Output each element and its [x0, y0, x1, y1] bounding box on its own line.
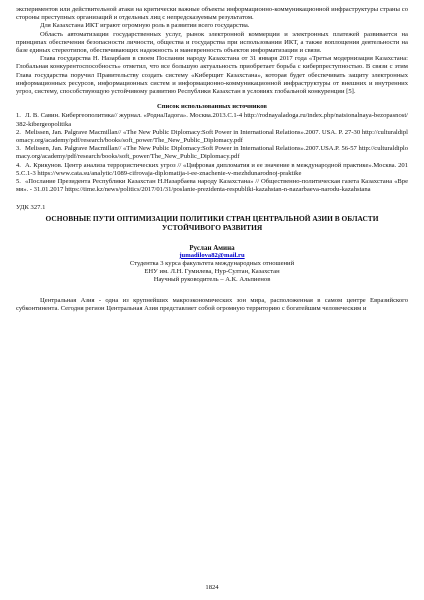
- references-title: Список использованных источников: [157, 103, 267, 111]
- reference-number: 3.: [16, 145, 21, 153]
- article-title: ОСНОВНЫЕ ПУТИ ОПТИМИЗАЦИИ ПОЛИТИКИ СТРАН ЦЕНТРАЛЬНОЙ АЗИИ В ОБЛАСТИ УСТОЙЧИВОГО РАЗВИТИЯ: [45, 213, 379, 232]
- spacer: [16, 96, 408, 101]
- reference-item: [16, 129, 408, 145]
- reference-text: Л. В. Савин. Кибергеополитика// журнал. «РоднаЛадога». Москва.2013.С.1-4 http://rodnayaladoga.ru/index.php/natsionalnaya-bezopasnost/382-kibergeopolitika: [16, 112, 408, 128]
- paragraph-automation: Область автоматизации государственных услуг, рынок электронной коммерции и электронных платежей развивается на принципах обеспечения безопасности личности, общества и государства при использовании ИКТ, а также воплощения деятельности на базе единых стереотипов, обеспечивающих надежность и маневренность объектов информатизации и связи.: [16, 30, 408, 55]
- page-number: 1824: [205, 584, 219, 591]
- reference-number: 5.: [16, 178, 21, 186]
- paragraph-continuation: экспериментов или действительной атаки на критически важные объекты информационно-коммуникационной инфраструктуры страны со стороны преступных организаций и отдельных лиц с непредсказуемым результатом.: [16, 6, 408, 22]
- author-email-line: [16, 252, 408, 260]
- reference-text: А. Крикунов. Центр анализа террористических угроз // «Цифровая дипломатия и ее значение в международной практике».Москва. 2015.С.1-3 https://www.cata.su/analytic/1089-cifrovaja-diplomatija-i-ee-znachenie-v-mezhdunarodnoj-praktike: [16, 161, 408, 177]
- paragraph-president-message: Глава государства Н. Назарбаев в своем Послании народу Казахстана от 31 января 2017 года «Третья модернизация Казахстана: Глобальная конкурентоспособность» отметил, что все большую актуальность приобретает борьба с киберпреступностью. В связи с этим Глава государства поручил Правительству создать систему «Киберщит Казахстана», которая будет обеспечивать защиту электронных информационных ресурсов, информационных систем и информационно-коммуникационной инфраструктуры от внешних и внутренних угроз, систему, способствующую устойчивому развитию Республики Казахстан в условиях глобальной конкуренции [5].: [16, 55, 408, 96]
- reference-text: Melissen, Jan. Palgrave Macmillan// «The New Public Diplomacy:Soft Power in International Relations».2007.USA.P. 56-57 http://culturaldiplomacy.org/academy/pdf/research/books/soft_power/The_New_Public_Diplomacy.pdf: [16, 145, 408, 161]
- reference-text: «Послание Президента Республики Казахстан Н.Назарбаева народу Казахстана» // Общественно-политическая газета Казахстана «Время». - 31.01.2017 https://time.kz/news/politics/2017/01/31/poslanie-prezidenta-respubliki-kazahstan-n-nazarbaeva-narodu-kazahstana: [16, 178, 408, 194]
- paragraph-ict-role: Для Казахстана ИКТ играют огромную роль в развитии всего государства.: [40, 22, 250, 30]
- reference-item: [16, 145, 408, 161]
- reference-item: [16, 112, 408, 128]
- paragraph-intro: Центральная Азия - одна из крупнейших макроэкономических зон мира, расположенная в самом центре Евразийского субконтинента. Сегодня регион Центральная Азия представляет собой огромную территорию с богатейшим человеческим и: [16, 296, 408, 312]
- reference-item: [16, 178, 408, 194]
- reference-number: 4.: [16, 161, 21, 169]
- author-supervisor: Научный руководитель – А.К. Альпиенов: [153, 276, 271, 284]
- author-name: Руслан Амина: [189, 243, 235, 252]
- author-email-link[interactable]: jumadilova82@mail.ru: [179, 251, 245, 259]
- author-university: ЕНУ им. Л.Н. Гумилева, Нур-Султан, Казахстан: [144, 268, 280, 276]
- reference-text: Melissen, Jan. Palgrave Macmillan// «The New Public Diplomacy:Soft Power in International Relations».2007. USA. P. 27-30 http://culturaldiplomacy.org/academy/pdf/research/books/soft_power/The_New_Public_Diplomacy.pdf: [16, 128, 408, 145]
- author-affiliation: Студентка 3 курса факультета международных отношений: [129, 260, 295, 268]
- udk-code: УДК 327.1: [16, 204, 46, 212]
- reference-number: 1.: [16, 112, 21, 120]
- reference-item: [16, 162, 408, 178]
- reference-number: 2.: [16, 128, 21, 136]
